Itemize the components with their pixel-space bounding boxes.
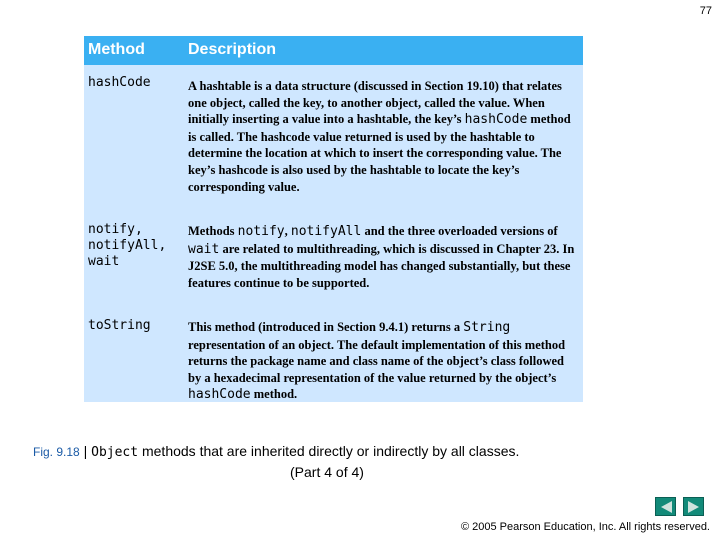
left-arrow-icon: [659, 500, 673, 514]
method-description: [188, 319, 580, 404]
description-text: This method (introduced in Section 9.4.1) returns a: [188, 320, 464, 334]
table-header: [84, 36, 583, 65]
inline-code: String: [463, 320, 511, 335]
description-text: Methods: [188, 224, 238, 238]
method-name: [88, 75, 151, 91]
caption-code: Object: [91, 445, 139, 460]
previous-slide-button[interactable]: [655, 497, 676, 516]
description-text: representation of an object. The default implementation of this method returns the package name and class name of the object’s class followed by a hexadecimal representation of the value returned by the object’s: [188, 337, 566, 385]
figure-label: Fig. 9.18: [33, 445, 80, 459]
method-name: [88, 318, 151, 334]
page-number: 77: [699, 5, 712, 17]
methods-table: [84, 36, 583, 402]
inline-code: notify: [237, 224, 285, 239]
description-text: A hashtable is a data structure (discussed in Section 19.10) that relates one object, called the key, to another object, called the value. When initially inserting a value into a hashtable, the key’s: [188, 79, 562, 127]
method-line: toString: [88, 318, 151, 333]
inline-code: hashCode: [464, 112, 528, 128]
method-description: [188, 223, 580, 291]
description-text: and the three overloaded versions of: [361, 224, 558, 238]
method-description: [188, 78, 580, 195]
method-line: hashCode: [88, 75, 151, 90]
description-text: method.: [250, 387, 298, 402]
inline-code: hashCode: [188, 387, 251, 403]
inline-code: notifyAll: [290, 224, 362, 239]
caption-separator: |: [79, 443, 92, 459]
caption-text: methods that are inherited directly or indirectly by all classes.: [138, 443, 520, 459]
description-text: method is called. The hashcode value returned is used by the hashtable to determine the location at which to insert the corresponding value. The key’s hashcode is also used by the hashtable to locate the key’s corresponding value.: [188, 112, 571, 194]
right-arrow-icon: [687, 500, 701, 514]
method-line: notify,: [88, 222, 143, 237]
description-text: are related to multithreading, which is discussed in Chapter 23. In J2SE 5.0, the multithreading model has changed substantially, but these features continue to be supported.: [188, 241, 575, 290]
figure-caption: [33, 443, 519, 460]
description-text: ,: [284, 224, 291, 238]
method-name: [88, 222, 166, 270]
inline-code: wait: [188, 241, 220, 257]
header-description: Description: [188, 41, 277, 58]
caption-part: (Part 4 of 4): [290, 464, 364, 480]
copyright-notice: © 2005 Pearson Education, Inc. All rights reserved.: [460, 521, 710, 533]
method-line: wait: [88, 254, 120, 269]
header-method: Method: [88, 41, 145, 58]
method-line: notifyAll,: [88, 238, 167, 253]
next-slide-button[interactable]: [683, 497, 704, 516]
